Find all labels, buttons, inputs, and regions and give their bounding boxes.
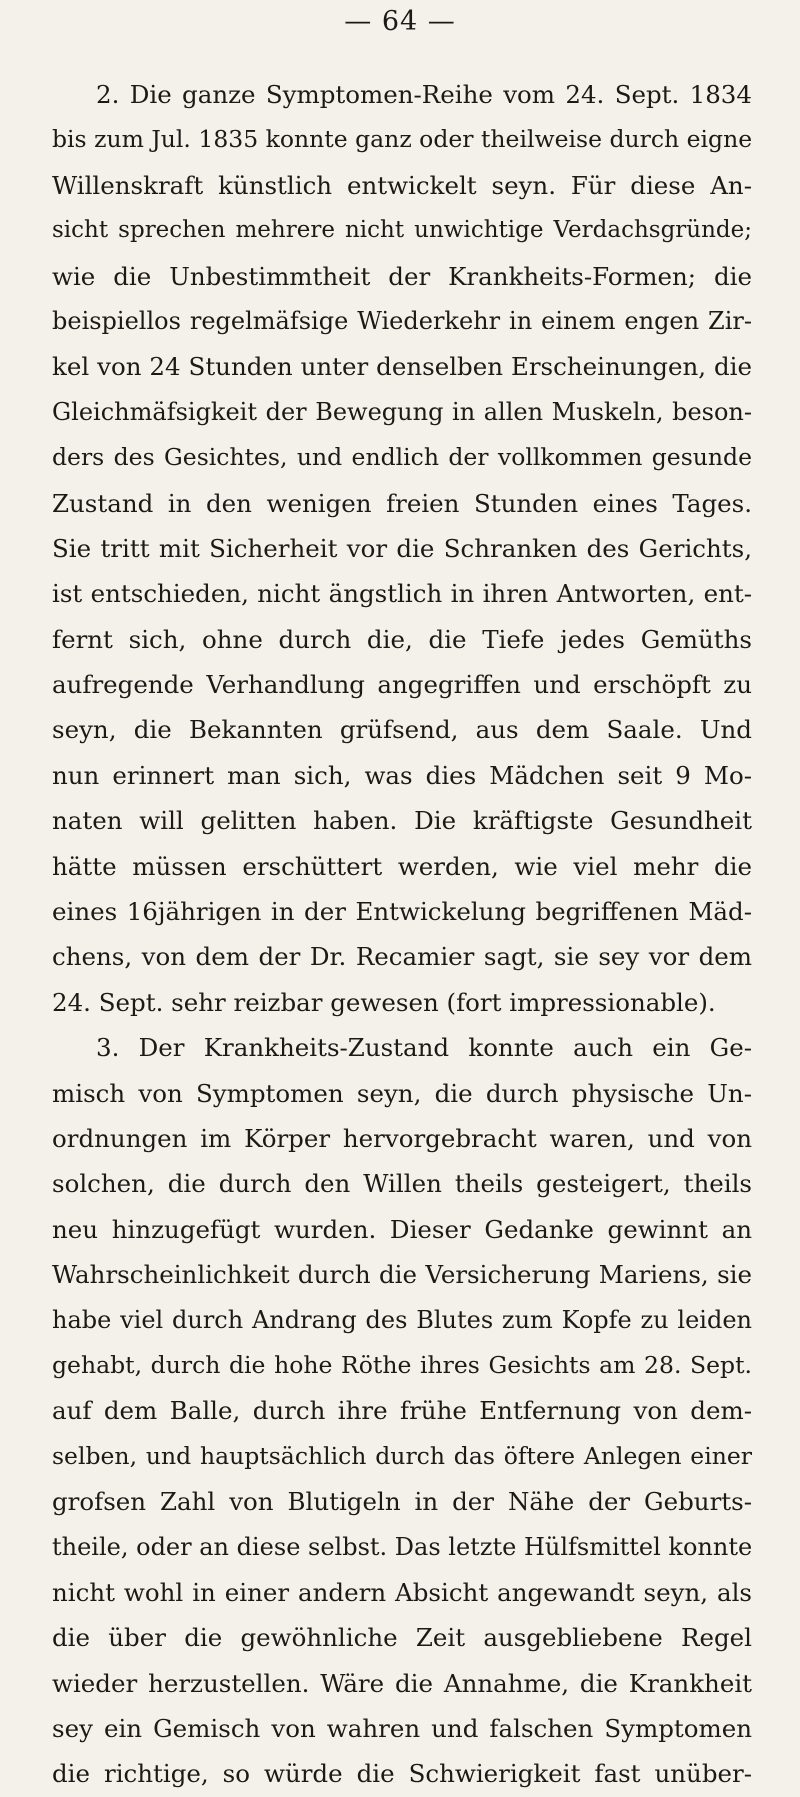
text-line: wieder herzustellen. Wäre die Annahme, die Krankheit bbox=[52, 1668, 752, 1698]
text-line: fernt sich, ohne durch die, die Tiefe jedes Gemüths bbox=[52, 624, 752, 654]
text-line: ders des Gesichtes, und endlich der vollkommen gesunde bbox=[52, 443, 752, 472]
text-line: grofsen Zahl von Blutigeln in der Nähe der Geburts- bbox=[52, 1487, 752, 1517]
text-line: theile, oder an diese selbst. Das letzte Hülfsmittel konnte bbox=[52, 1532, 752, 1561]
text-line: 2. Die ganze Symptomen-Reihe vom 24. Sept. 1834 bbox=[96, 80, 752, 109]
text-line: sey ein Gemisch von wahren und falschen Symptomen bbox=[52, 1714, 752, 1744]
text-line: solchen, die durch den Willen theils gesteigert, theils bbox=[52, 1169, 752, 1199]
body-text bbox=[52, 72, 752, 1797]
text-line: 3. Der Krankheits-Zustand konnte auch ein Ge- bbox=[96, 1033, 752, 1063]
text-line: hätte müssen erschüttert werden, wie viel mehr die bbox=[52, 851, 752, 881]
text-line: nun erinnert man sich, was dies Mädchen seit 9 Mo- bbox=[52, 760, 752, 790]
text-line: bis zum Jul. 1835 konnte ganz oder theilweise durch eigne bbox=[52, 125, 752, 154]
text-line: Willenskraft künstlich entwickelt seyn. Für diese An- bbox=[52, 170, 752, 200]
text-line: sicht sprechen mehrere nicht unwichtige Verdachsgründe; bbox=[52, 217, 752, 244]
text-line: auf dem Balle, durch ihre frühe Entfernung von dem- bbox=[52, 1396, 752, 1426]
text-line: beispiellos regelmäfsige Wiederkehr in einem engen Zir- bbox=[52, 306, 752, 335]
text-line: ist entschieden, nicht ängstlich in ihren Antworten, ent- bbox=[52, 579, 752, 609]
text-line: chens, von dem der Dr. Recamier sagt, sie sey vor dem bbox=[52, 942, 752, 972]
text-line: habe viel durch Andrang des Blutes zum Kopfe zu leiden bbox=[52, 1305, 752, 1334]
text-line: wie die Unbestimmtheit der Krankheits-Formen; die bbox=[52, 261, 752, 291]
text-line: Sie tritt mit Sicherheit vor die Schranken des Gerichts, bbox=[52, 533, 752, 563]
text-line: kel von 24 Stunden unter denselben Erscheinungen, die bbox=[52, 352, 752, 382]
text-line: Zustand in den wenigen freien Stunden eines Tages. bbox=[52, 488, 752, 518]
text-line: naten will gelitten haben. Die kräftigste Gesundheit bbox=[52, 806, 752, 836]
text-line: die richtige, so würde die Schwierigkeit fast unüber- bbox=[52, 1759, 752, 1789]
text-line: Wahrscheinlichkeit durch die Versicherung Mariens, sie bbox=[52, 1260, 752, 1290]
text-line: gehabt, durch die hohe Röthe ihres Gesichts am 28. Sept. bbox=[52, 1350, 752, 1379]
text-line: misch von Symptomen seyn, die durch physische Un- bbox=[52, 1078, 752, 1108]
text-line: neu hinzugefügt wurden. Dieser Gedanke gewinnt an bbox=[52, 1214, 752, 1244]
text-line: selben, und hauptsächlich durch das öftere Anlegen einer bbox=[52, 1441, 752, 1470]
text-line: eines 16jährigen in der Entwickelung begriffenen Mäd- bbox=[52, 897, 752, 927]
text-line: seyn, die Bekannten grüfsend, aus dem Saale. Und bbox=[52, 715, 752, 745]
text-line: Gleichmäfsigkeit der Bewegung in allen Muskeln, beson- bbox=[52, 397, 752, 426]
text-line: ordnungen im Körper hervorgebracht waren, und von bbox=[52, 1123, 752, 1153]
text-line: die über die gewöhnliche Zeit ausgebliebene Regel bbox=[52, 1623, 752, 1653]
text-line: aufregende Verhandlung angegriffen und erschöpft zu bbox=[52, 670, 752, 700]
page-number: — 64 — bbox=[344, 6, 456, 37]
text-line: 24. Sept. sehr reizbar gewesen (fort impressionable). bbox=[52, 987, 716, 1017]
text-line: nicht wohl in einer andern Absicht angewandt seyn, als bbox=[52, 1577, 752, 1607]
